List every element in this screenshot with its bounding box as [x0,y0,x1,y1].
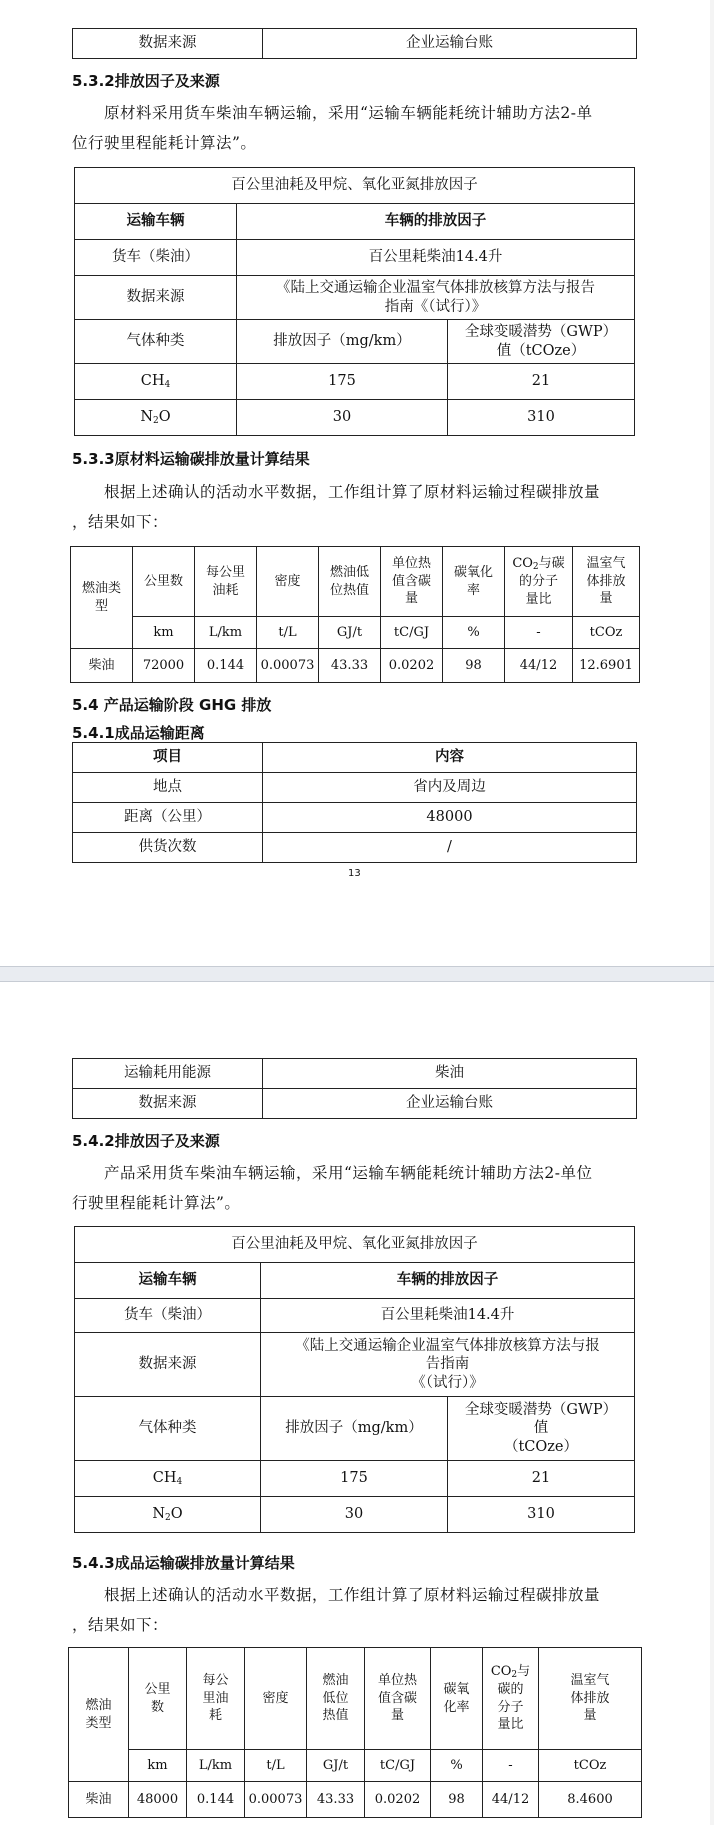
gwp-line: （tCOze） [503,1438,579,1455]
section-heading-5-4-3: 5.4.3成品运输碳排放量计算结果 [72,1554,295,1572]
header-line: 公里 [144,1681,171,1697]
ch4-label-cell [75,364,237,400]
header-line: 耗 [208,1708,222,1724]
paragraph [72,1580,642,1640]
co2-formula: CO [490,1664,512,1680]
table-cell: 企业运输台账 [263,29,637,59]
data-cell: 柴油 [69,1782,129,1818]
data-cell: 43.33 [319,649,381,683]
paragraph [72,1158,642,1218]
ch4-label-cell [75,1461,261,1497]
header-emission-factor: 车辆的排放因子 [261,1263,635,1299]
n2o-label-cell [75,1497,261,1533]
unit-cell: tCOz [539,1750,642,1782]
data-cell: 0.00073 [257,649,319,683]
header-line [485,1663,536,1681]
carbon-content-header [381,547,443,617]
paragraph-line: 原材料采用货车柴油车辆运输，采用“运输车辆能耗统计辅助方法2-单 [104,104,593,122]
unit-cell: t/L [245,1750,307,1782]
consumption-cell: 百公里耗柴油14.4升 [237,240,635,276]
table-title: 百公里油耗及甲烷、氧化亚氮排放因子 [75,168,635,204]
data-cell: 98 [431,1782,483,1818]
oxidation-header [443,547,505,617]
consumption-cell: 百公里耗柴油14.4升 [261,1299,635,1333]
header-line: 里油 [202,1690,229,1706]
header-line: 量比 [497,1717,524,1733]
unit-cell: km [133,617,195,649]
gas-label-cell: 气体种类 [75,320,237,364]
data-cell: 44/12 [483,1782,539,1818]
data-cell: 12.6901 [573,649,640,683]
source-label-cell: 数据来源 [75,276,237,320]
gwp-line: 值（tCOze） [496,342,586,359]
section-heading-5-4: 5.4 产品运输阶段 GHG 排放 [72,696,272,714]
carbon-calc-table [70,546,640,683]
data-cell: 8.4600 [539,1782,642,1818]
header-line: 值含碳 [377,1690,417,1706]
data-cell: 0.0202 [365,1782,431,1818]
co2-subscript: 2 [532,561,539,572]
paragraph [72,477,642,537]
vehicle-cell: 货车（柴油） [75,1299,261,1333]
header-line: 燃油 [85,1697,112,1713]
unit-cell: L/km [187,1750,245,1782]
table-cell: 地点 [73,773,263,803]
n2o-factor-cell: 30 [237,400,448,436]
section-heading-5-4-1: 5.4.1成品运输距离 [72,724,205,742]
density-header [257,547,319,617]
header-line: 量 [404,591,418,607]
page-separator [0,966,714,982]
density-header [245,1648,307,1750]
heat-value-header [319,547,381,617]
section-heading-5-3-2: 5.3.2排放因子及来源 [72,72,220,90]
gwp-line: 全球变暖潜势（GWP） [464,324,618,341]
co2-ratio-header [483,1648,539,1750]
source-cell [237,276,635,320]
header-line: 型 [94,598,108,614]
header-line: 量比 [525,591,552,607]
table-cell: 运输耗用能源 [73,1059,263,1089]
header-vehicle: 运输车辆 [75,1263,261,1299]
data-source-table [72,28,637,59]
co2-formula-rest: 与碳 [538,555,565,571]
table-cell: 距离（公里） [73,803,263,833]
table-cell: 数据来源 [73,29,263,59]
paragraph-line: 根据上述确认的活动水平数据，工作组计算了原材料运输过程碳排放量 [104,483,601,501]
co2-formula-rest: 与 [517,1664,531,1680]
table-cell: 企业运输台账 [263,1089,637,1119]
header-line: 分子 [497,1699,524,1715]
page-number: 13 [348,868,361,879]
header-line: 数 [150,1699,164,1715]
source-cell [261,1333,635,1397]
header-line: 化率 [443,1699,470,1715]
source-line: 《陆上交通运输企业温室气体排放核算方法与报告 [276,280,595,297]
header-line: 热值 [322,1708,349,1724]
n2o-label-cell [75,400,237,436]
header-line: 油耗 [212,582,239,598]
n2o-formula: O [158,408,171,425]
paragraph-line: ，结果如下： [72,513,169,531]
header-line: 量 [599,591,613,607]
header-line: 量 [583,1708,597,1724]
unit-cell: - [505,617,573,649]
header-line: 量 [390,1708,404,1724]
energy-source-table [72,1058,637,1119]
unit-cell: t/L [257,617,319,649]
header-line: 公里数 [143,573,183,589]
paragraph-line: 位行驶里程能耗计算法”。 [72,134,257,152]
oxidation-header [431,1648,483,1750]
header-line: 体排放 [570,1690,610,1706]
n2o-formula: N [152,1505,166,1522]
ghg-emission-header [539,1648,642,1750]
n2o-gwp-cell: 310 [448,400,635,436]
source-line: 指南《（试行）》 [384,298,487,315]
header-line: 燃油 [322,1673,349,1689]
carbon-calc-table [68,1647,642,1818]
unit-cell: - [483,1750,539,1782]
unit-cell: L/km [195,617,257,649]
ch4-factor-cell: 175 [261,1461,448,1497]
transport-distance-table [72,742,637,863]
vehicle-cell: 货车（柴油） [75,240,237,276]
data-cell: 0.00073 [245,1782,307,1818]
ch4-formula: CH [140,372,165,389]
unit-cell: % [431,1750,483,1782]
header-line: 类型 [85,1715,112,1731]
n2o-formula: N [140,408,154,425]
document-page-14 [0,982,710,1825]
heat-value-header [307,1648,365,1750]
header-line: 单位热 [391,556,431,572]
per-km-fuel-header [195,547,257,617]
header-line: 燃油低 [329,564,369,580]
header-line: 密度 [274,573,301,589]
source-line: 告指南 [425,1356,470,1373]
header-line: 每公里 [205,564,245,580]
data-cell: 柴油 [71,649,133,683]
unit-cell: % [443,617,505,649]
ch4-gwp-cell: 21 [448,1461,635,1497]
n2o-subscript: 2 [153,415,159,426]
n2o-subscript: 2 [165,1512,171,1523]
co2-formula: CO [512,555,533,571]
unit-cell: GJ/t [307,1750,365,1782]
unit-cell: tCOz [573,617,640,649]
header-line: 碳氧 [443,1681,470,1697]
header-line: 值含碳 [391,573,431,589]
header-line: 密度 [262,1690,289,1706]
factor-label-cell: 排放因子（mg/km） [237,320,448,364]
header-line: 燃油类 [81,580,121,596]
data-cell: 0.144 [187,1782,245,1818]
paragraph-line: ，结果如下： [72,1616,169,1634]
ch4-formula: CH [152,1469,177,1486]
n2o-gwp-cell: 310 [448,1497,635,1533]
table-cell: / [263,833,637,863]
header-line: 温室气 [586,556,626,572]
data-cell: 43.33 [307,1782,365,1818]
factor-label-cell: 排放因子（mg/km） [261,1397,448,1461]
header-content: 内容 [263,743,637,773]
ch4-gwp-cell: 21 [448,364,635,400]
paragraph-line: 根据上述确认的活动水平数据，工作组计算了原材料运输过程碳排放量 [104,1586,601,1604]
header-item: 项目 [73,743,263,773]
data-cell: 98 [443,649,505,683]
fuel-type-header [69,1648,129,1782]
gwp-label-cell [448,1397,635,1461]
emission-factor-table [74,1226,635,1533]
header-line: 碳氧化 [453,564,493,580]
paragraph [72,98,642,158]
data-cell: 0.0202 [381,649,443,683]
data-cell: 72000 [133,649,195,683]
gwp-line: 值 [533,1420,549,1437]
table-cell: 省内及周边 [263,773,637,803]
carbon-content-header [365,1648,431,1750]
table-cell: 数据来源 [73,1089,263,1119]
unit-cell: tC/GJ [381,617,443,649]
co2-subscript: 2 [511,1670,518,1681]
header-line: 碳的 [497,1682,524,1698]
ghg-emission-header [573,547,640,617]
header-line [507,555,570,573]
header-line: 每公 [202,1673,229,1689]
paragraph-line: 产品采用货车柴油车辆运输，采用“运输车辆能耗统计辅助方法2-单位 [104,1164,593,1182]
data-cell: 0.144 [195,649,257,683]
km-header [133,547,195,617]
gwp-line: 全球变暖潜势（GWP） [464,1402,618,1419]
co2-ratio-header [505,547,573,617]
unit-cell: tC/GJ [365,1750,431,1782]
section-heading-5-4-2: 5.4.2排放因子及来源 [72,1132,220,1150]
table-cell: 48000 [263,803,637,833]
header-line: 率 [466,582,480,598]
per-km-fuel-header [187,1648,245,1750]
n2o-formula: O [170,1505,183,1522]
ch4-subscript: 4 [164,379,171,390]
source-label-cell: 数据来源 [75,1333,261,1397]
data-cell: 44/12 [505,649,573,683]
ch4-factor-cell: 175 [237,364,448,400]
section-heading-5-3-3: 5.3.3原材料运输碳排放量计算结果 [72,450,310,468]
ch4-subscript: 4 [176,1476,183,1487]
source-line: 《（试行）》 [411,1374,484,1391]
paragraph-line: 行驶里程能耗计算法”。 [72,1194,241,1212]
km-header [129,1648,187,1750]
n2o-factor-cell: 30 [261,1497,448,1533]
gas-label-cell: 气体种类 [75,1397,261,1461]
header-line: 低位 [322,1690,349,1706]
header-vehicle: 运输车辆 [75,204,237,240]
header-line: 单位热 [377,1673,417,1689]
header-line: 位热值 [329,582,369,598]
source-line: 《陆上交通运输企业温室气体排放核算方法与报 [295,1338,600,1355]
unit-cell: GJ/t [319,617,381,649]
fuel-type-header [71,547,133,649]
unit-cell: km [129,1750,187,1782]
header-emission-factor: 车辆的排放因子 [237,204,635,240]
gwp-label-cell [448,320,635,364]
header-line: 温室气 [570,1673,610,1689]
table-title: 百公里油耗及甲烷、氧化亚氮排放因子 [75,1227,635,1263]
table-cell: 供货次数 [73,833,263,863]
emission-factor-table [74,167,635,436]
data-cell: 48000 [129,1782,187,1818]
table-cell: 柴油 [263,1059,637,1089]
header-line: 的分子 [518,574,558,590]
header-line: 体排放 [586,573,626,589]
